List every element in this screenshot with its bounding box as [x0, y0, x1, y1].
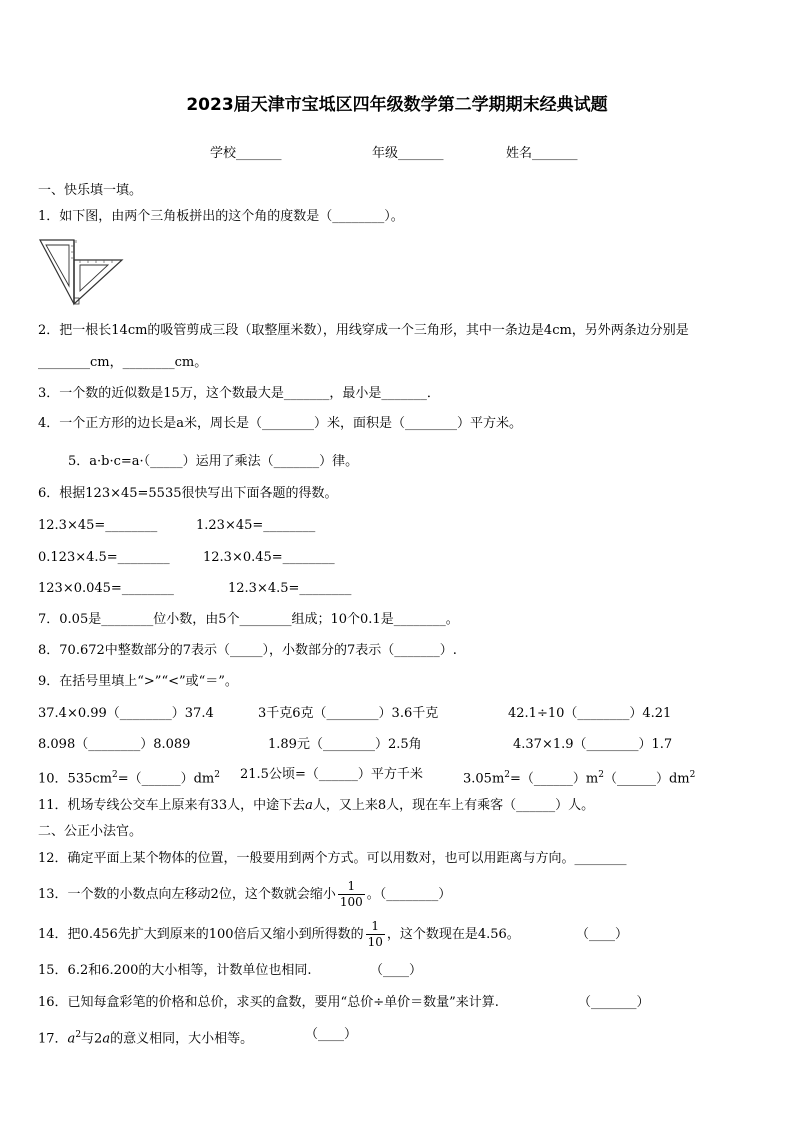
question-6-item: 0.123×4.5=________: [38, 550, 170, 565]
question-9-item: 1.89元（________）2.5角: [268, 737, 422, 752]
question-13: 13．一个数的小数点向左移动2位，这个数就会缩小 $\frac{1}{100}$ 。（________）: [38, 879, 452, 909]
grade-field: 年级_______: [372, 146, 444, 161]
question-6-item: 123×0.045=________: [38, 581, 174, 596]
question-10-part-c: $3.05m^2=(\_\_\_\_\_\_)m^2(\_\_\_\_\_\_)dm^2$: [463, 770, 696, 787]
question-6-item: 12.3×45=________: [38, 518, 158, 533]
question-6-item: 1.23×45=________: [196, 518, 316, 533]
question-2-line-1: 2．把一根长14cm的吸管剪成三段（取整厘米数），用线穿成一个三角形，其中一条边是4cm，另外两条边分别是: [38, 323, 689, 338]
question-6-item: 12.3×4.5=________: [228, 581, 352, 596]
page-title: 2023届天津市宝坻区四年级数学第二学期期末经典试题: [186, 95, 608, 115]
triangle-rulers-figure: [38, 236, 126, 308]
question-16-blank: （_______）: [578, 995, 650, 1010]
question-15: 15．6.2和6.200的大小相等，计数单位也相同.: [38, 963, 312, 978]
question-9-item: 42.1÷10（________）4.21: [508, 706, 672, 721]
question-10-part-b: 21.5公顷=（______）平方千米: [240, 767, 423, 782]
question-4: 4．一个正方形的边长是a米，周长是（________）米，面积是（________）平方米。: [38, 416, 523, 431]
section-1-heading: 一、快乐填一填。: [38, 183, 143, 198]
question-7: 7．0.05是________位小数，由5个________组成；10个0.1是________。: [38, 612, 459, 627]
question-9-item: 4.37×1.9（________）1.7: [513, 737, 673, 752]
question-6-item: 12.3×0.45=________: [203, 550, 335, 565]
question-14: 14．把0.456先扩大到原来的100倍后又缩小到所得数的 $\frac{1}{10}$ ，这个数现在是4.56。: [38, 919, 520, 949]
question-6: 6．根据123×45=5535很快写出下面各题的得数。: [38, 486, 338, 501]
question-9-item: 37.4×0.99（________）37.4: [38, 706, 214, 721]
fraction-one-hundredth: $\frac{1}{100}$: [339, 879, 363, 909]
question-16: 16．已知每盒彩笔的价格和总价，求买的盒数，要用“总价÷单价＝数量”来计算.: [38, 995, 499, 1010]
fraction-one-tenth: $\frac{1}{10}$: [367, 919, 383, 949]
question-17-blank: （____）: [305, 1027, 358, 1042]
question-11: 11．机场专线公交车上原来有33人，中途下去a人，又上来8人，现在车上有乘客（______）人。: [38, 798, 595, 813]
question-3: 3．一个数的近似数是15万，这个数最大是_______，最小是_______．: [38, 386, 440, 401]
question-17: 17．$a^2$与2a的意义相同，大小相等。: [38, 1030, 254, 1047]
question-9-item: 3千克6克（________）3.6千克: [258, 706, 439, 721]
question-5: 5．a·b·c=a·（_____）运用了乘法（_______）律。: [68, 454, 359, 469]
question-15-blank: （____）: [370, 963, 423, 978]
school-field: 学校_______: [210, 146, 282, 161]
question-9-item: 8.098（________）8.089: [38, 737, 191, 752]
section-2-heading: 二、公正小法官。: [38, 824, 143, 839]
question-12: 12．确定平面上某个物体的位置，一般要用到两个方式。可以用数对，也可以用距离与方向。________: [38, 851, 627, 866]
question-9: 9．在括号里填上“>”“<”或“＝”。: [38, 674, 238, 689]
name-field: 姓名_______: [506, 146, 578, 161]
question-14-blank: （____）: [576, 927, 629, 942]
question-1: 1．如下图，由两个三角板拼出的这个角的度数是（________）。: [38, 209, 404, 224]
question-2-line-2: ________cm，________cm。: [38, 355, 208, 370]
question-8: 8．70.672中整数部分的7表示（_____），小数部分的7表示（_______）.: [38, 643, 457, 658]
question-10-part-a: 10．$535cm^2=(\_\_\_\_\_\_)dm^2$: [38, 770, 220, 787]
